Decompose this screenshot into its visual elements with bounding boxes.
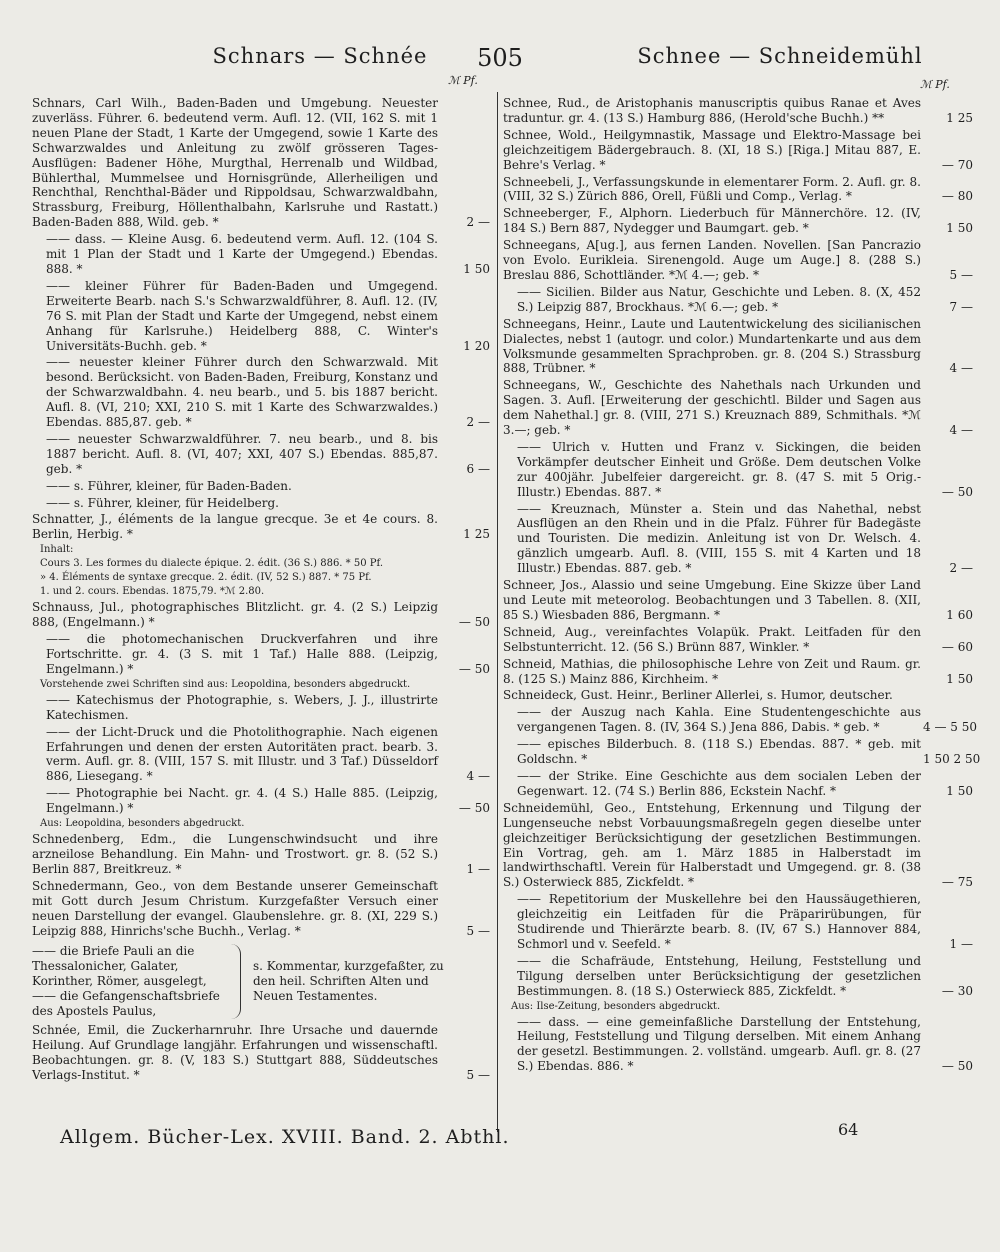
catalog-entry — [32, 725, 490, 785]
catalog-entry — [503, 578, 973, 623]
catalog-entry — [503, 954, 973, 999]
entry-price: 4 — — [466, 769, 490, 784]
entry-text: Schnedenberg, Edm., die Lungenschwindsucht und ihre arzneilose Behandlung. Ein Mahn- und Trostwort. gr. 8. (52 S.) Berlin 887, Breitkreuz. * — [32, 832, 438, 876]
entry-text: Schnée, Emil, die Zuckerharnruhr. Ihre Ursache und dauernde Heilung. Auf Grundlage langjähr. Erfahrungen und wissenschaftl. Beobachtungen. gr. 8. (V, 183 S.) Stuttgart 888, Süddeutsches Verlags-Institut. * — [32, 1023, 438, 1083]
entry-price: 1 20 — [463, 338, 490, 353]
entry-price: 1 60 — [946, 607, 973, 622]
catalog-entry — [503, 657, 973, 687]
entry-price: — 50 — [941, 1059, 973, 1074]
column-divider — [497, 92, 498, 1132]
entry-price: 1 25 — [946, 110, 973, 125]
entry-text: —— Katechismus der Photographie, s. Webers, J. J., illustrirte Katechismen. — [46, 692, 438, 722]
catalog-entry — [503, 1001, 973, 1013]
catalog-entry — [32, 96, 490, 230]
entry-text: Schnauss, Jul., photographisches Blitzlicht. gr. 4. (2 S.) Leipzig 888, (Engelmann.) * — [32, 600, 438, 630]
entry-text: Schneideck, Gust. Heinr., Berliner Allerlei, s. Humor, deutscher. — [503, 688, 893, 703]
entry-text: —— dass. — Kleine Ausg. 6. bedeutend verm. Aufl. 12. (104 S. mit 1 Plan der Stadt und 1 Karte der Umgegend.) Ebendas. 888. * — [46, 232, 438, 276]
entry-text: Schneeberger, F., Alphorn. Liederbuch für Männerchöre. 12. (IV, 184 S.) Bern 887, Nydegger und Baumgart. geb. * — [503, 206, 921, 236]
entry-text: Schneid, Aug., vereinfachtes Volapük. Prakt. Leitfaden für den Selbstunterricht. 12. (56 S.) Brünn 887, Winkler. * — [503, 624, 921, 654]
catalog-entry — [32, 232, 490, 277]
catalog-entry — [503, 128, 973, 173]
entry-text: —— s. Führer, kleiner, für Heidelberg. — [46, 495, 279, 510]
entry-text: Schneidemühl, Geo., Entstehung, Erkennung und Tilgung der Lungenseuche nebst Vorbauungsmaßregeln gegen dieselbe unter gleichzeitiger Berücksichtigung der gesetzlichen Bestimmungen. Ein Vortrag, geh. am 1. März 1885 in Halberstadt im landwirthschaftl. Verein für Halberstadt und Umgegend. gr. 8. (38 S.) Osterwieck 885, Zickfeldt. * — [503, 800, 921, 890]
catalog-entry — [503, 705, 977, 735]
catalog-entry — [503, 175, 973, 205]
entry-text: —— episches Bilderbuch. 8. (118 S.) Ebendas. 887. * geb. mit Goldschn. * — [517, 737, 921, 767]
header-left-keywords: Schnars — Schnée — [212, 44, 428, 68]
entry-text: Schneer, Jos., Alassio und seine Umgebung. Eine Skizze über Land und Leute mit meteorolog. Beobachtungen und 3 Tabellen. 8. (XII, 85 S.) Wiesbaden 886, Bergmann. * — [503, 578, 921, 622]
entry-text: —— kleiner Führer für Baden-Baden und Umgegend. Erweiterte Bearb. nach S.'s Schwarzwaldführer, 8. Aufl. 12. (IV, 76 S. mit Plan der Stadt und Karte der Umgegend, nebst einem Anhang für Karlsruhe.) Heidelberg 888, C. Winter's Universitäts-Buchh. geb. * — [46, 278, 438, 353]
page-header — [0, 44, 1000, 84]
header-right-keywords: Schnee — Schneidemühl — [637, 44, 923, 68]
catalog-entry — [503, 1015, 973, 1075]
price-column-label-right: ℳ Pf. — [920, 78, 950, 91]
entry-text: —— s. Führer, kleiner, für Baden-Baden. — [46, 478, 292, 493]
brace-entry — [32, 944, 490, 1019]
entry-text: —— der Auszug nach Kahla. Eine Studentengeschichte aus vergangenen Tagen. 8. (IV, 364 S.) Jena 886, Dabis. * geb. * — [517, 705, 921, 735]
entry-text: Schnee, Wold., Heilgymnastik, Massage und Elektro-Massage bei gleichzeitigem Bädergebrauch. 8. (XI, 18 S.) [Riga.] Mitau 887, E. Behre's Verlag. * — [503, 127, 921, 172]
entry-price: — 60 — [941, 639, 973, 654]
brace-entry-reference: s. Kommentar, kurzgefaßter, zu den heil. Schriften Alten und Neuen Testamentes. — [253, 959, 444, 1004]
catalog-entry — [32, 679, 490, 691]
entry-text: Cours 3. Les formes du dialecte épique. 2. édit. (36 S.) 886. * 50 Pf. — [40, 558, 384, 570]
entry-price: 5 — — [466, 1068, 490, 1083]
catalog-entry — [503, 96, 973, 126]
entry-price: 1 50 — [946, 783, 973, 798]
entry-price: 4 — — [949, 423, 973, 438]
catalog-entry — [503, 317, 973, 377]
entry-text: —— der Strike. Eine Geschichte aus dem socialen Leben der Gegenwart. 12. (74 S.) Berlin 886, Eckstein Nachf. * — [517, 768, 921, 798]
page-number-top: 505 — [477, 44, 523, 72]
entry-price: — 70 — [941, 157, 973, 172]
entry-price: 1 — — [466, 861, 490, 876]
entry-price: 2 — — [466, 415, 490, 430]
entry-price: 1 25 — [463, 527, 490, 542]
entry-text: Schnatter, J., éléments de la langue grecque. 3e et 4e cours. 8. Berlin, Herbig. * — [32, 512, 438, 542]
catalog-entry — [32, 279, 490, 354]
entry-text: Schnedermann, Geo., von dem Bestande unserer Gemeinschaft mit Gott durch Jesum Christum. Kurzgefaßter Versuch einer neuen Darstellung der evangel. Glaubenslehre. gr. 8. (XI, 229 S.) Leipzig 888, Hinrichs'sche Buchh., Verlag. * — [32, 878, 438, 938]
price-column-label-left: ℳ Pf. — [448, 74, 478, 87]
entry-text: Schneegans, A[ug.], aus fernen Landen. Novellen. [San Pancrazio von Evolo. Eurikleia. Sirenengold. Auge um Auge.] 8. (288 S.) Breslau 886, Schottländer. *ℳ 4.—; geb. * — [503, 238, 921, 282]
catalog-entry — [32, 632, 490, 677]
entry-text: —— neuester kleiner Führer durch den Schwarzwald. Mit besond. Berücksicht. von Baden-Baden, Freiburg, Konstanz und der Schwarzwaldbahn. 4. neu bearb., und 5. bis 1887 bericht. Aufl. 8. (VI, 210; XXI, 210 S. mit 1 Karte des Schwarzwaldes.) Ebendas. 885,87. geb. * — [46, 355, 438, 430]
catalog-entry — [32, 1023, 490, 1083]
catalog-entry — [32, 818, 490, 830]
catalog-entry — [503, 801, 973, 890]
entry-price: 4 — — [949, 361, 973, 376]
entry-price: 5 — — [949, 267, 973, 282]
entry-text: 1. und 2. cours. Ebendas. 1875,79. *ℳ 2.80. — [40, 586, 265, 598]
catalog-entry — [503, 502, 973, 577]
entry-price: 1 50 — [946, 671, 973, 686]
entry-text: —— dass. — eine gemeinfaßliche Darstellung der Entstehung, Heilung, Feststellung und Tilgung derselben. Mit einem Anhang der gesetzl. Bestimmungen. 2. vollständ. umgearb. Aufl. gr. 8. (27 S.) Ebendas. 886. * — [517, 1014, 921, 1074]
catalog-entry — [32, 786, 490, 816]
entry-price: — 50 — [458, 661, 490, 676]
entry-text: Schneegans, Heinr., Laute und Lautentwickelung des sicilianischen Dialectes, nebst 1 (autogr. und color.) Mundartenkarte und aus dem Volksmunde gesammelten Sprachproben. gr. 8. (204 S.) Strassburg 888, Trübner. * — [503, 316, 921, 376]
catalog-entry — [32, 572, 490, 584]
catalog-entry — [32, 496, 490, 511]
catalog-entry — [503, 440, 973, 500]
entry-text: —— Ulrich v. Hutten und Franz v. Sickingen, die beiden Vorkämpfer deutscher Einheit und Größe. Dem deutschen Volke zur 400jähr. Jubelfeier dargereicht. gr. 8. (47 S. mit 5 Orig.-Illustr.) Ebendas. 887. * — [517, 439, 921, 499]
entry-price: — 50 — [458, 615, 490, 630]
catalog-entry — [503, 892, 973, 952]
entry-text: Vorstehende zwei Schriften sind aus: Leopoldina, besonders abgedruckt. — [40, 678, 411, 690]
entry-price: 7 — — [949, 299, 973, 314]
entry-text: Schnars, Carl Wilh., Baden-Baden und Umgebung. Neuester zuverläss. Führer. 6. bedeutend verm. Aufl. 12. (VII, 162 S. mit 1 neuen Plane der Stadt, 1 Karte der Umgegend, sowie 1 Karte des Schwarzwaldes und Anleitung zu zwölf grösseren Tages-Ausflügen: Badener Höhe, Murgthal, Herrenalb und Wildbad, Bühlerthal, Mummelsee und Hornisgründe, Allerheiligen und Renchthal, Renchthal-Bäder und Rippoldsau, Schwarzwaldbahn, Strassburg, Freiburg, Höllenthalbahn, Karlsruhe und Rastatt.) Baden-Baden 888, Wild. geb. * — [32, 96, 438, 230]
left-column — [32, 96, 490, 1085]
catalog-entry — [503, 238, 973, 283]
signature-number: 64 — [838, 1120, 859, 1139]
entry-price: — 30 — [941, 983, 973, 998]
entry-price: 1 50 — [463, 261, 490, 276]
entry-price: 5 — — [466, 923, 490, 938]
catalog-entry — [503, 625, 973, 655]
entry-price: — 80 — [941, 189, 973, 204]
entry-text: Aus: Ilse-Zeitung, besonders abgedruckt. — [511, 1000, 721, 1012]
entry-price: — 50 — [941, 484, 973, 499]
catalog-entry — [503, 206, 973, 236]
entry-price: 1 50 2 50 — [923, 752, 981, 767]
catalog-entry — [32, 879, 490, 939]
entry-price: — 50 — [458, 801, 490, 816]
entry-text: —— Sicilien. Bilder aus Natur, Geschichte und Leben. 8. (X, 452 S.) Leipzig 887, Brockhaus. *ℳ 6.—; geb. * — [517, 284, 921, 314]
entry-text: Schneid, Mathias, die philosophische Lehre von Zeit und Raum. gr. 8. (125 S.) Mainz 886, Kirchheim. * — [503, 656, 921, 686]
entry-text: —— Photographie bei Nacht. gr. 4. (4 S.) Halle 885. (Leipzig, Engelmann.) * — [46, 786, 438, 816]
catalog-entry — [32, 544, 490, 556]
entry-text: —— Kreuznach, Münster a. Stein und das Nahethal, nebst Ausflügen an den Rhein und in die Pfalz. Führer für Badegäste und Touristen. Die medizin. Anleitung ist von Dr. Welsch. 4. gänzlich umgearb. Aufl. 8. (VIII, 155 S. mit 4 Karten und 18 Illustr.) Ebendas. 887. geb. * — [517, 501, 921, 576]
entry-text: Schneebeli, J., Verfassungskunde in elementarer Form. 2. Aufl. gr. 8. (VIII, 32 S.) Zürich 886, Orell, Füßli und Comp., Verlag. * — [503, 174, 921, 204]
entry-text: —— der Licht-Druck und die Photolithographie. Nach eigenen Erfahrungen und denen der ersten Autoritäten pract. bearb. 3. verm. Aufl. gr. 8. (VIII, 157 S. mit Illustr. und 3 Taf.) Düsseldorf 886, Liesegang. * — [46, 724, 438, 784]
entry-price: 2 — — [949, 561, 973, 576]
entry-price: 1 50 — [946, 221, 973, 236]
right-column — [503, 96, 981, 1076]
entry-text: —— die Schafräude, Entstehung, Heilung, Feststellung und Tilgung derselben unter Berücksichtigung der gesetzlichen Bestimmungen. 8. (18 S.) Osterwieck 885, Zickfeldt. * — [517, 953, 921, 998]
catalog-entry — [503, 769, 973, 799]
entry-text: Schneegans, W., Geschichte des Nahethals nach Urkunden und Sagen. 3. Aufl. [Erweiterung der geschichtl. Bilder und Sagen aus dem Nahethal.] gr. 8. (VIII, 271 S.) Kreuznach 889, Schmithals. *ℳ 3.—; geb. * — [503, 378, 921, 438]
catalog-entry — [32, 600, 490, 630]
catalog-entry — [503, 378, 973, 438]
entry-text: Aus: Leopoldina, besonders abgedruckt. — [40, 818, 245, 830]
catalog-entry — [32, 512, 490, 542]
catalog-entry — [32, 832, 490, 877]
catalog-entry — [503, 737, 981, 767]
entry-text: —— Repetitorium der Muskellehre bei den Haussäugethieren, gleichzeitig ein Leitfaden für die Präparirübungen, für Studirende und Thierärzte bearb. 8. (IV, 67 S.) Hannover 884, Schmorl und v. Seefeld. * — [517, 892, 921, 951]
entry-price: 1 — — [949, 936, 973, 951]
catalog-entry — [32, 586, 490, 598]
catalog-entry — [32, 355, 490, 430]
entry-text: —— die photomechanischen Druckverfahren und ihre Fortschritte. gr. 4. (3 S. mit 1 Taf.) Halle 888. (Leipzig, Engelmann.) * — [46, 632, 438, 676]
entry-text: Inhalt: — [40, 544, 74, 556]
entry-price: 4 — 5 50 — [923, 720, 977, 735]
brace-entry-titles: —— die Briefe Pauli an die Thessalonicher, Galater, Korinther, Römer, ausgelegt, —— die Gefangenschaftsbriefe des Apostels Paulus, — [32, 944, 241, 1019]
footer-signature: Allgem. Bücher-Lex. XVIII. Band. 2. Abthl. — [60, 1126, 510, 1148]
catalog-entry — [503, 285, 973, 315]
catalog-entry — [32, 479, 490, 494]
entry-text: Schnee, Rud., de Aristophanis manuscriptis quibus Ranae et Aves traduntur. gr. 4. (13 S.) Hamburg 886, (Herold'sche Buchh.) ** — [503, 96, 921, 125]
entry-text: —— neuester Schwarzwaldführer. 7. neu bearb., und 8. bis 1887 bericht. Aufl. 8. (VI, 407; XXI, 407 S.) Ebendas. 885,87. geb. * — [46, 431, 438, 476]
entry-text: » 4. Éléments de syntaxe grecque. 2. édit. (IV, 52 S.) 887. * 75 Pf. — [40, 572, 372, 584]
catalog-entry — [503, 688, 973, 703]
entry-price: 2 — — [466, 215, 490, 230]
catalog-entry — [32, 432, 490, 477]
entry-price: 6 — — [466, 461, 490, 476]
catalog-entry — [32, 558, 490, 570]
catalog-entry — [32, 693, 490, 723]
entry-price: — 75 — [941, 875, 973, 890]
